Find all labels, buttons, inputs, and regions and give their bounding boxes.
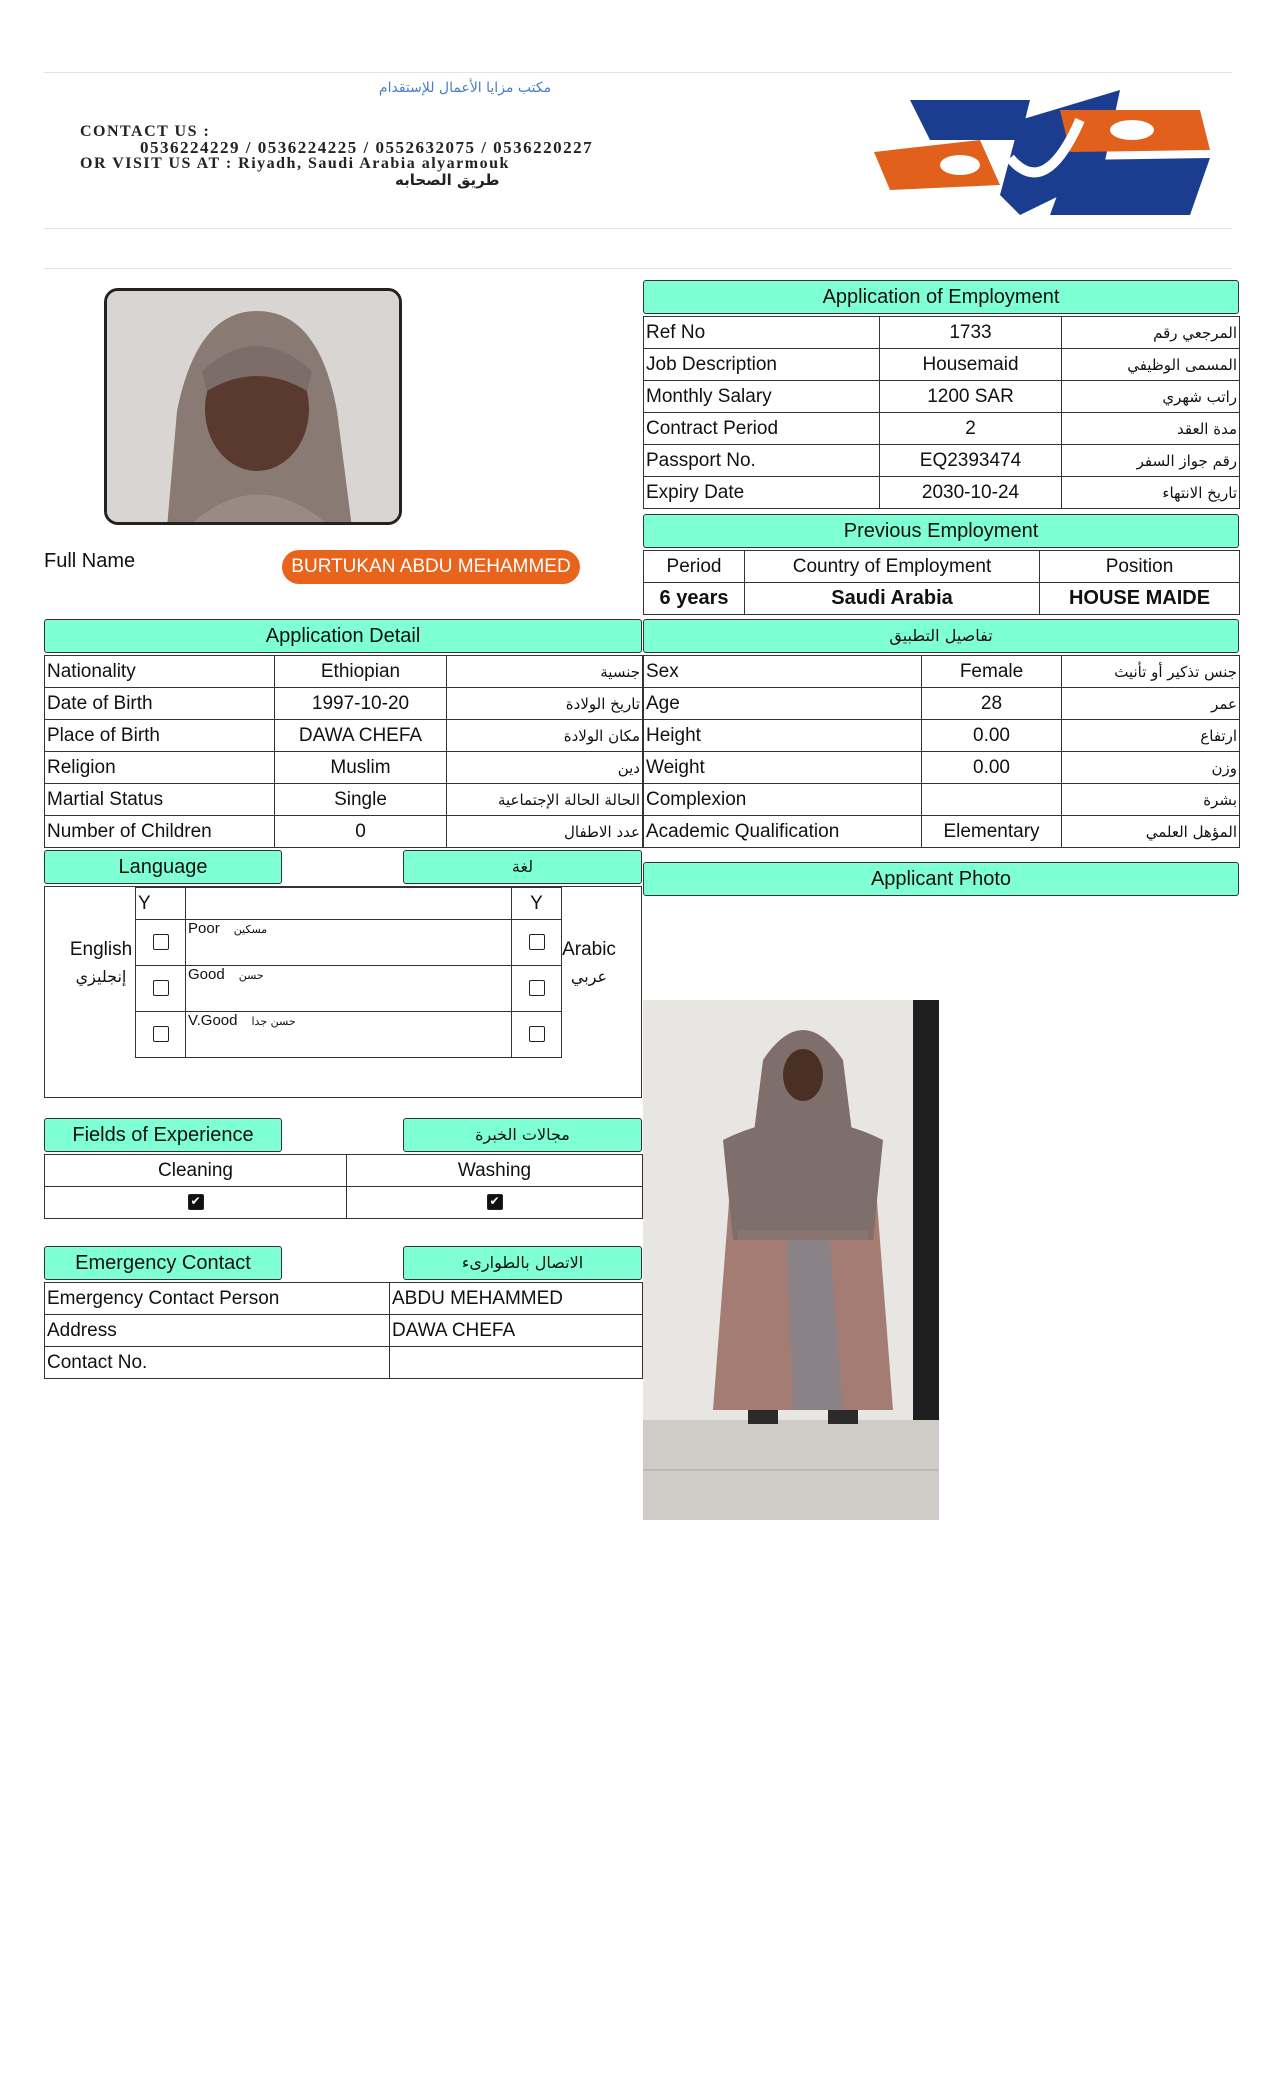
level-vgood xyxy=(186,1012,512,1058)
cell-label: Complexion xyxy=(644,784,922,816)
washing-checkbox[interactable]: ✔ xyxy=(487,1194,503,1210)
cell-label-ar: المؤهل العلمي xyxy=(1062,816,1240,848)
application-detail-title-ar: تفاصيل التطبيق xyxy=(643,619,1239,653)
cell-value: 1997-10-20 xyxy=(275,688,447,720)
language-row-good xyxy=(136,966,562,1012)
language-table xyxy=(135,887,562,1058)
cell-label: Passport No. xyxy=(644,445,880,477)
cell-label: Number of Children xyxy=(45,816,275,848)
cell-value: EQ2393474 xyxy=(880,445,1062,477)
cleaning-checkbox[interactable]: ✔ xyxy=(188,1194,204,1210)
cell-value: Female xyxy=(922,656,1062,688)
table-row xyxy=(644,317,1240,349)
cell-label: Date of Birth xyxy=(45,688,275,720)
cell-label: Age xyxy=(644,688,922,720)
table-row xyxy=(45,816,643,848)
experience-washing: Washing xyxy=(347,1155,643,1187)
section-rule xyxy=(44,268,1232,269)
cell-label-ar: مدة العقد xyxy=(1062,413,1240,445)
cell-value: 1733 xyxy=(880,317,1062,349)
cell-value: 28 xyxy=(922,688,1062,720)
cell-label-ar: المرجعي رقم xyxy=(1062,317,1240,349)
cell-value: DAWA CHEFA xyxy=(390,1315,643,1347)
level-good xyxy=(186,966,512,1012)
arabic-y-header: Y xyxy=(512,888,562,920)
experience-header-row xyxy=(45,1155,643,1187)
full-name-value: BURTUKAN ABDU MEHAMMED xyxy=(282,550,580,584)
cell-value: DAWA CHEFA xyxy=(275,720,447,752)
level-label: Good xyxy=(188,966,225,983)
table-row xyxy=(45,656,643,688)
table-row xyxy=(45,688,643,720)
language-title-ar: لغة xyxy=(403,850,642,884)
level-label: Poor xyxy=(188,920,220,937)
cell-label-ar: الحالة الحالة الإجتماعية xyxy=(447,784,643,816)
table-row xyxy=(45,1315,643,1347)
cell-value: Housemaid xyxy=(880,349,1062,381)
cell-label-ar: عمر xyxy=(1062,688,1240,720)
emergency-title: Emergency Contact xyxy=(44,1246,282,1280)
arabic-poor-checkbox[interactable] xyxy=(529,934,545,950)
office-name: مكتب مزايا الأعمال للإستقدام xyxy=(378,80,552,96)
arabic-good-checkbox[interactable] xyxy=(529,980,545,996)
applicant-portrait xyxy=(104,288,402,525)
english-label-group xyxy=(67,939,135,986)
cell-value xyxy=(390,1347,643,1379)
cell-label: Martial Status xyxy=(45,784,275,816)
cell-period: 6 years xyxy=(644,583,745,615)
english-y-header: Y xyxy=(136,888,186,920)
experience-title-ar: مجالات الخبرة xyxy=(403,1118,642,1152)
cell-label: Address xyxy=(45,1315,390,1347)
cell-label: Expiry Date xyxy=(644,477,880,509)
table-row xyxy=(644,477,1240,509)
arabic-vgood-checkbox[interactable] xyxy=(529,1026,545,1042)
arabic-label-group xyxy=(555,939,623,986)
language-box xyxy=(44,886,642,1098)
english-poor-checkbox[interactable] xyxy=(153,934,169,950)
cell-value: 2030-10-24 xyxy=(880,477,1062,509)
cell-label-ar: تاريخ الانتهاء xyxy=(1062,477,1240,509)
english-label-ar: إنجليزي xyxy=(75,967,127,986)
header-bottom-rule xyxy=(44,228,1232,229)
table-header-row xyxy=(644,551,1240,583)
table-row xyxy=(644,816,1240,848)
language-row-poor xyxy=(136,920,562,966)
cell-label: Weight xyxy=(644,752,922,784)
experience-table xyxy=(44,1154,643,1219)
language-row-vgood xyxy=(136,1012,562,1058)
header-period: Period xyxy=(644,551,745,583)
cell-label: Ref No xyxy=(644,317,880,349)
table-row xyxy=(45,720,643,752)
cell-country: Saudi Arabia xyxy=(745,583,1040,615)
contact-label: CONTACT US : xyxy=(80,123,211,140)
language-title: Language xyxy=(44,850,282,884)
cell-value: Single xyxy=(275,784,447,816)
table-row xyxy=(45,784,643,816)
applicant-full-photo xyxy=(643,1000,939,1520)
emergency-table xyxy=(44,1282,643,1379)
cell-value xyxy=(922,784,1062,816)
cell-label-ar: مكان الولادة xyxy=(447,720,643,752)
header-position: Position xyxy=(1040,551,1240,583)
cell-label-ar: وزن xyxy=(1062,752,1240,784)
cell-value: Ethiopian xyxy=(275,656,447,688)
previous-employment-title: Previous Employment xyxy=(643,514,1239,548)
cell-label: Contact No. xyxy=(45,1347,390,1379)
cell-label-ar: جنسية xyxy=(447,656,643,688)
cell-label: Monthly Salary xyxy=(644,381,880,413)
table-row xyxy=(45,1283,643,1315)
cell-label: Place of Birth xyxy=(45,720,275,752)
table-row xyxy=(644,656,1240,688)
level-poor xyxy=(186,920,512,966)
application-detail-title: Application Detail xyxy=(44,619,642,653)
header-top-rule xyxy=(44,72,1232,73)
contact-visit: OR VISIT US AT : Riyadh, Saudi Arabia alyarmouk xyxy=(80,155,510,172)
cell-label-ar: جنس تذكير أو تأنيث xyxy=(1062,656,1240,688)
english-label: English xyxy=(69,939,133,960)
previous-employment-table xyxy=(643,550,1240,615)
cell-label-ar: رقم جواز السفر xyxy=(1062,445,1240,477)
applicant-photo-title: Applicant Photo xyxy=(643,862,1239,896)
cell-value: Muslim xyxy=(275,752,447,784)
table-row xyxy=(644,752,1240,784)
cell-label: Academic Qualification xyxy=(644,816,922,848)
table-row xyxy=(45,1347,643,1379)
employment-table xyxy=(643,316,1240,509)
level-label: V.Good xyxy=(188,1012,238,1029)
level-label-ar: مسكين xyxy=(233,923,268,936)
cell-label: Contract Period xyxy=(644,413,880,445)
cell-value: 0.00 xyxy=(922,720,1062,752)
cell-label-ar: راتب شهري xyxy=(1062,381,1240,413)
cell-label: Religion xyxy=(45,752,275,784)
table-row xyxy=(644,720,1240,752)
employment-title: Application of Employment xyxy=(643,280,1239,314)
cell-position: HOUSE MAIDE xyxy=(1040,583,1240,615)
application-detail-right-table xyxy=(643,655,1240,848)
emergency-title-ar: الاتصال بالطوارىء xyxy=(403,1246,642,1280)
contact-street: طريق الصحابه xyxy=(395,171,500,189)
full-name-label: Full Name xyxy=(44,550,136,572)
application-detail-table xyxy=(44,655,643,848)
table-row xyxy=(45,752,643,784)
cell-value: 2 xyxy=(880,413,1062,445)
cell-label: Sex xyxy=(644,656,922,688)
language-header-row xyxy=(136,888,562,920)
level-header xyxy=(186,888,512,920)
table-row xyxy=(644,413,1240,445)
cell-label: Emergency Contact Person xyxy=(45,1283,390,1315)
cell-label-ar: المسمى الوظيفي xyxy=(1062,349,1240,381)
cell-value: 0 xyxy=(275,816,447,848)
table-row xyxy=(644,381,1240,413)
arabic-label: Arabic xyxy=(562,939,616,960)
cell-label-ar: تاريخ الولادة xyxy=(447,688,643,720)
cell-label: Nationality xyxy=(45,656,275,688)
cell-label-ar: دين xyxy=(447,752,643,784)
table-row xyxy=(644,784,1240,816)
contact-phones: 0536224229 / 0536224225 / 0552632075 / 0536220227 xyxy=(140,138,594,157)
arabic-label-ar: عربي xyxy=(570,967,608,986)
table-row xyxy=(644,445,1240,477)
english-good-checkbox[interactable] xyxy=(153,980,169,996)
cell-label-ar: عدد الاطفال xyxy=(447,816,643,848)
cell-value: Elementary xyxy=(922,816,1062,848)
cell-label-ar: ارتفاع xyxy=(1062,720,1240,752)
english-vgood-checkbox[interactable] xyxy=(153,1026,169,1042)
table-row xyxy=(644,349,1240,381)
experience-cleaning: Cleaning xyxy=(45,1155,347,1187)
level-label-ar: حسن xyxy=(238,969,264,982)
cell-label-ar: بشرة xyxy=(1062,784,1240,816)
experience-title: Fields of Experience xyxy=(44,1118,282,1152)
experience-check-row xyxy=(45,1187,643,1219)
company-logo xyxy=(870,80,1220,220)
table-row xyxy=(644,583,1240,615)
level-label-ar: حسن جدا xyxy=(251,1015,296,1028)
cell-value: 0.00 xyxy=(922,752,1062,784)
cell-label: Height xyxy=(644,720,922,752)
contact-block xyxy=(80,124,820,188)
cell-value: 1200 SAR xyxy=(880,381,1062,413)
cell-label: Job Description xyxy=(644,349,880,381)
table-row xyxy=(644,688,1240,720)
cell-value: ABDU MEHAMMED xyxy=(390,1283,643,1315)
header-country: Country of Employment xyxy=(745,551,1040,583)
